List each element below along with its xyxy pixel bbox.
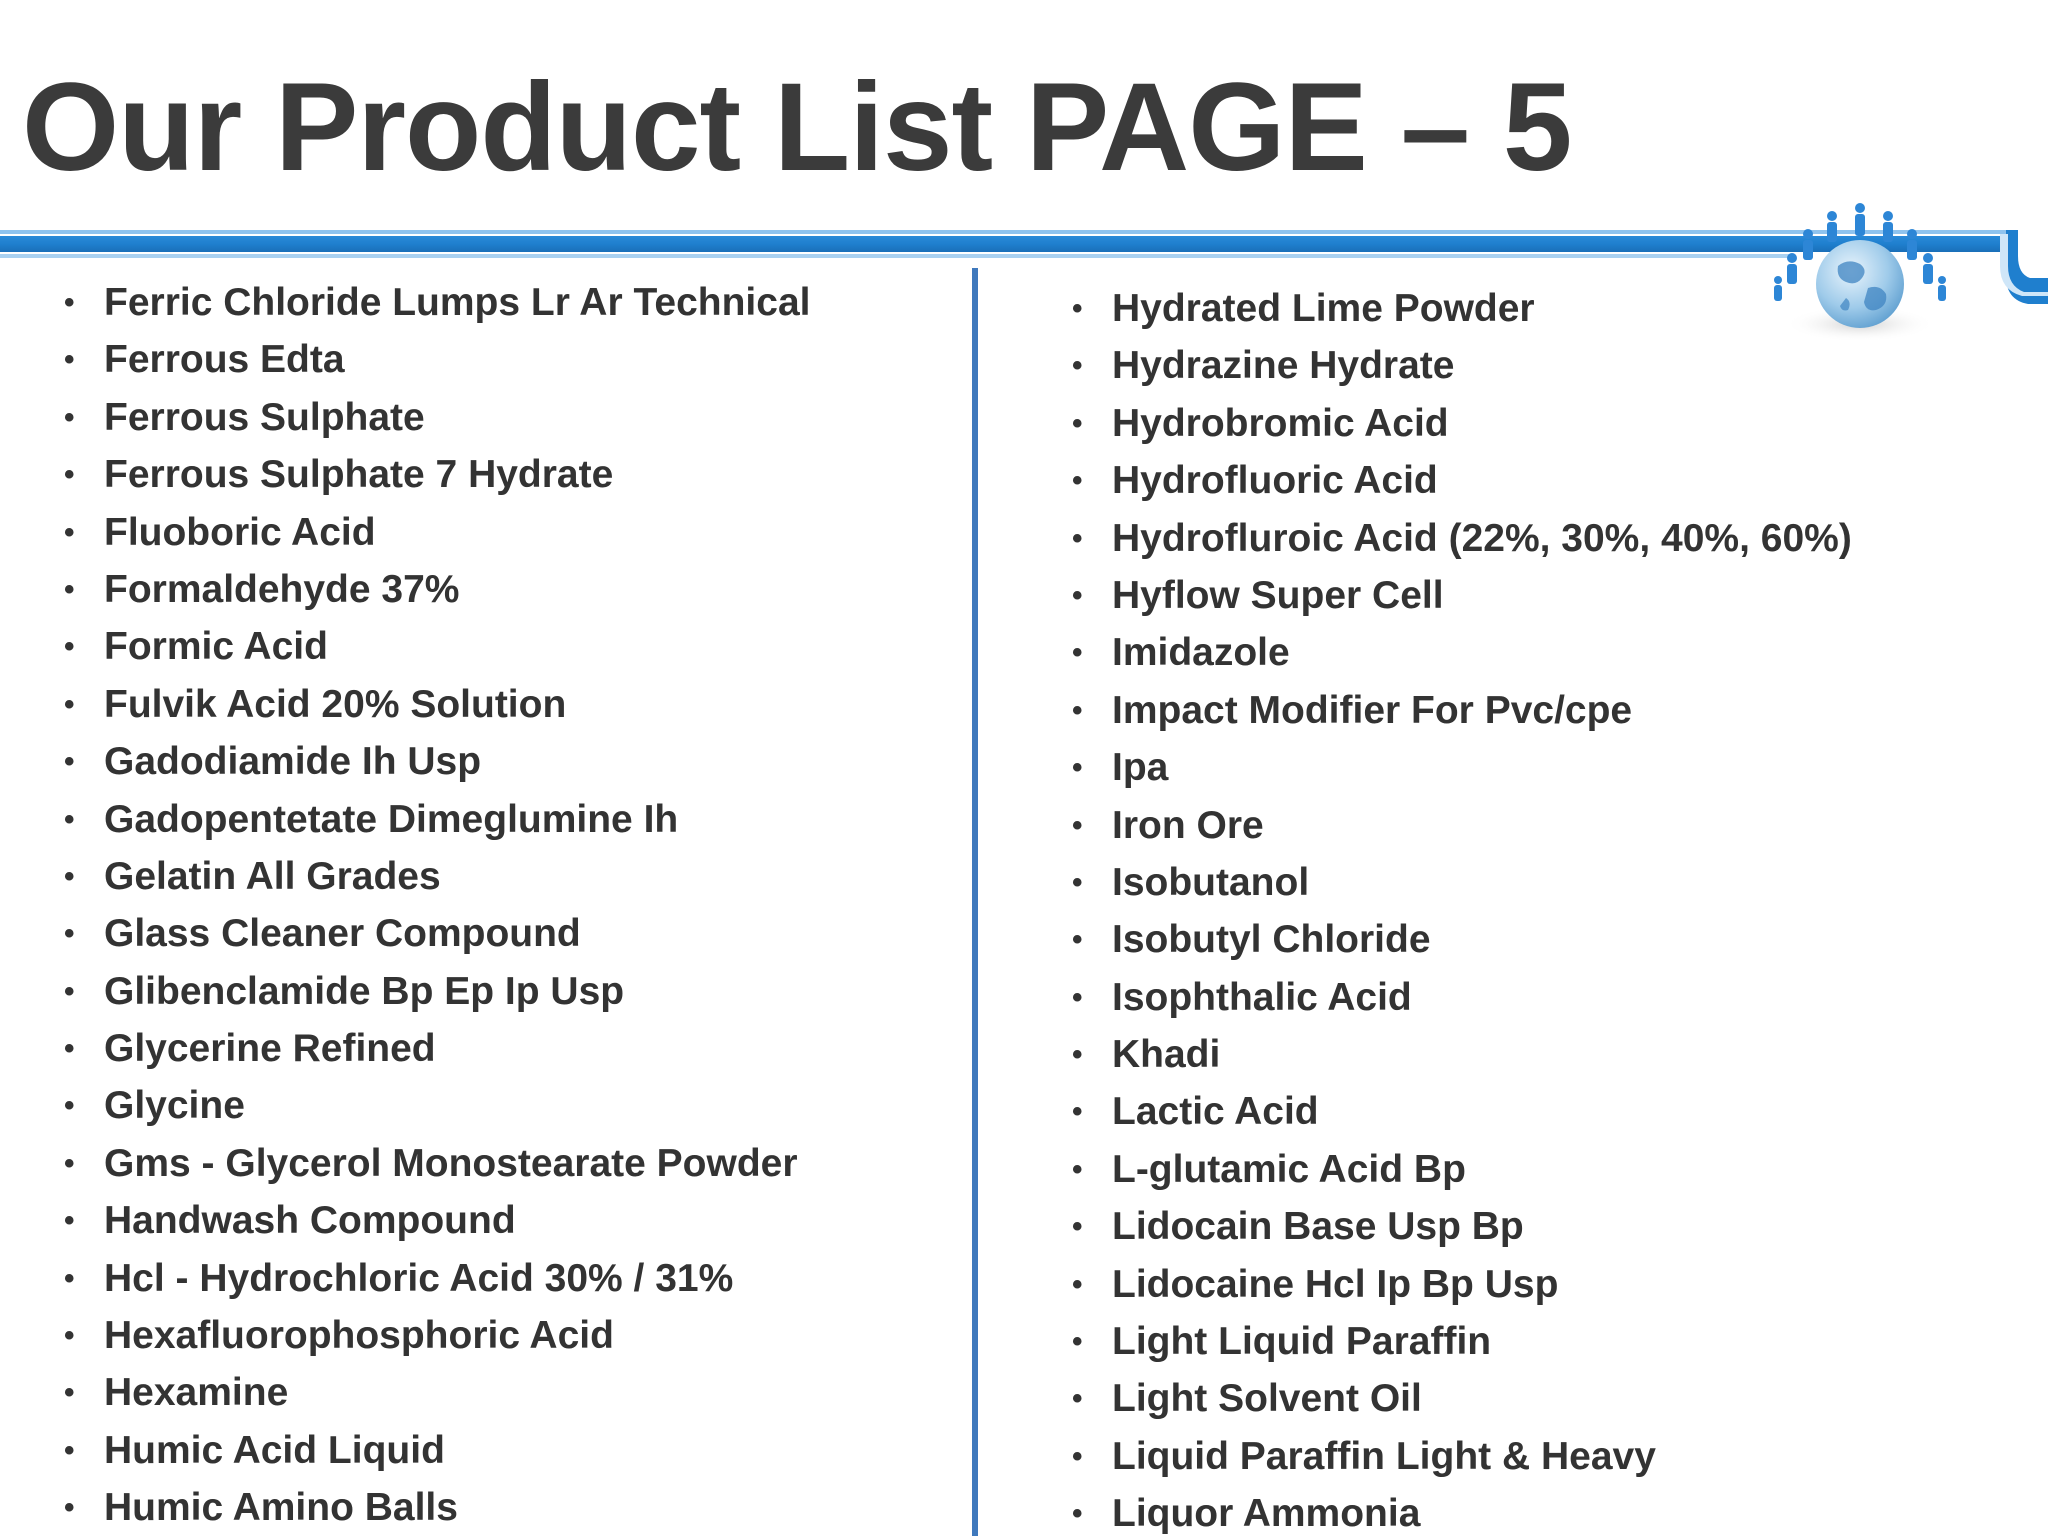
product-name: Isobutanol bbox=[1112, 860, 1310, 904]
product-name: Hydrofluroic Acid (22%, 30%, 40%, 60%) bbox=[1112, 516, 1852, 560]
product-name: Light Liquid Paraffin bbox=[1112, 1320, 1492, 1364]
bullet-icon: • bbox=[64, 1089, 75, 1123]
product-name: Khadi bbox=[1112, 1033, 1221, 1077]
product-name: Iron Ore bbox=[1112, 803, 1264, 847]
bullet-icon: • bbox=[64, 859, 75, 893]
bullet-icon: • bbox=[1072, 693, 1083, 727]
bullet-icon: • bbox=[64, 974, 75, 1008]
product-name: Ferrous Sulphate 7 Hydrate bbox=[104, 453, 614, 497]
column-divider bbox=[972, 268, 978, 1536]
product-name: Hydrazine Hydrate bbox=[1112, 344, 1455, 388]
product-name: Glycerine Refined bbox=[104, 1027, 436, 1071]
bullet-icon: • bbox=[1072, 923, 1083, 957]
product-name: Ferric Chloride Lumps Lr Ar Technical bbox=[104, 281, 811, 324]
bullet-icon: • bbox=[1072, 1439, 1083, 1473]
bullet-icon: • bbox=[64, 400, 75, 434]
bullet-icon: • bbox=[64, 917, 75, 951]
bullet-icon: • bbox=[64, 458, 75, 492]
bullet-icon: • bbox=[64, 1261, 75, 1295]
product-name: Gelatin All Grades bbox=[104, 854, 441, 898]
product-name: Isobutyl Chloride bbox=[1112, 918, 1431, 962]
product-name: Hcl - Hydrochloric Acid 30% / 31% bbox=[104, 1256, 734, 1300]
bullet-icon: • bbox=[1072, 1497, 1083, 1531]
bullet-icon: • bbox=[1072, 1152, 1083, 1186]
product-name: Fluoboric Acid bbox=[104, 510, 376, 554]
bullet-icon: • bbox=[64, 802, 75, 836]
bullet-icon: • bbox=[1072, 1267, 1083, 1301]
bullet-icon: • bbox=[64, 572, 75, 606]
bullet-icon: • bbox=[64, 1491, 75, 1525]
bullet-icon: • bbox=[64, 515, 75, 549]
bullet-icon: • bbox=[1072, 636, 1083, 670]
bullet-icon: • bbox=[1072, 980, 1083, 1014]
bullet-icon: • bbox=[1072, 349, 1083, 383]
product-name: Hexamine bbox=[104, 1371, 289, 1415]
product-name: Fulvik Acid 20% Solution bbox=[104, 682, 567, 726]
product-name: Lactic Acid bbox=[1112, 1090, 1319, 1134]
product-name: Lidocain Base Usp Bp bbox=[1112, 1205, 1524, 1249]
bullet-icon: • bbox=[1072, 1382, 1083, 1416]
product-name: Handwash Compound bbox=[104, 1199, 516, 1243]
product-name: L-glutamic Acid Bp bbox=[1112, 1147, 1466, 1191]
bullet-icon: • bbox=[64, 343, 75, 377]
bullet-icon: • bbox=[1072, 521, 1083, 555]
globe-people-icon bbox=[1760, 196, 1960, 356]
product-name: Gms - Glycerol Monostearate Powder bbox=[104, 1141, 798, 1185]
bullet-icon: • bbox=[64, 687, 75, 721]
product-name: Humic Amino Balls bbox=[104, 1486, 458, 1530]
product-name: Gadopentetate Dimeglumine Ih bbox=[104, 797, 679, 841]
bullet-icon: • bbox=[1072, 1325, 1083, 1359]
product-name: Gadodiamide Ih Usp bbox=[104, 740, 482, 784]
page-title: Our Product List PAGE – 5 bbox=[22, 58, 1572, 197]
product-name: Isophthalic Acid bbox=[1112, 975, 1412, 1019]
product-name: Glycine bbox=[104, 1084, 245, 1128]
bullet-icon: • bbox=[1072, 464, 1083, 498]
product-name: Lidocaine Hcl Ip Bp Usp bbox=[1112, 1262, 1559, 1306]
bullet-icon: • bbox=[64, 1204, 75, 1238]
product-name: Formic Acid bbox=[104, 625, 328, 669]
product-name: Formaldehyde 37% bbox=[104, 567, 460, 611]
product-name: Hydrated Lime Powder bbox=[1112, 287, 1535, 330]
bullet-icon: • bbox=[64, 1032, 75, 1066]
bullet-icon: • bbox=[64, 630, 75, 664]
bullet-icon: • bbox=[1072, 1210, 1083, 1244]
bullet-icon: • bbox=[64, 745, 75, 779]
product-name: Hydrofluoric Acid bbox=[1112, 459, 1438, 503]
product-name: Hyflow Super Cell bbox=[1112, 573, 1444, 617]
product-name: Hexafluorophosphoric Acid bbox=[104, 1314, 614, 1358]
product-name: Glibenclamide Bp Ep Ip Usp bbox=[104, 969, 625, 1013]
bullet-icon: • bbox=[64, 1433, 75, 1467]
product-name: Humic Acid Liquid bbox=[104, 1428, 445, 1472]
bullet-icon: • bbox=[1072, 1038, 1083, 1072]
product-name: Light Solvent Oil bbox=[1112, 1377, 1422, 1421]
bullet-icon: • bbox=[1072, 1095, 1083, 1129]
bullet-icon: • bbox=[64, 1376, 75, 1410]
bullet-icon: • bbox=[64, 286, 75, 319]
bullet-icon: • bbox=[1072, 406, 1083, 440]
product-name: Imidazole bbox=[1112, 631, 1290, 675]
product-name: Ipa bbox=[1112, 746, 1169, 790]
product-name: Impact Modifier For Pvc/cpe bbox=[1112, 688, 1633, 732]
product-name: Hydrobromic Acid bbox=[1112, 401, 1449, 445]
bullet-icon: • bbox=[1072, 292, 1083, 325]
bullet-icon: • bbox=[1072, 808, 1083, 842]
product-name: Liquid Paraffin Light & Heavy bbox=[1112, 1434, 1656, 1478]
product-name: Liquor Ammonia bbox=[1112, 1492, 1421, 1536]
bullet-icon: • bbox=[1072, 751, 1083, 785]
product-name: Ferrous Sulphate bbox=[104, 395, 425, 439]
product-name: Ferrous Edta bbox=[104, 338, 345, 382]
product-name: Glass Cleaner Compound bbox=[104, 912, 581, 956]
bullet-icon: • bbox=[1072, 578, 1083, 612]
bullet-icon: • bbox=[64, 1146, 75, 1180]
bullet-icon: • bbox=[64, 1319, 75, 1353]
bullet-icon: • bbox=[1072, 865, 1083, 899]
